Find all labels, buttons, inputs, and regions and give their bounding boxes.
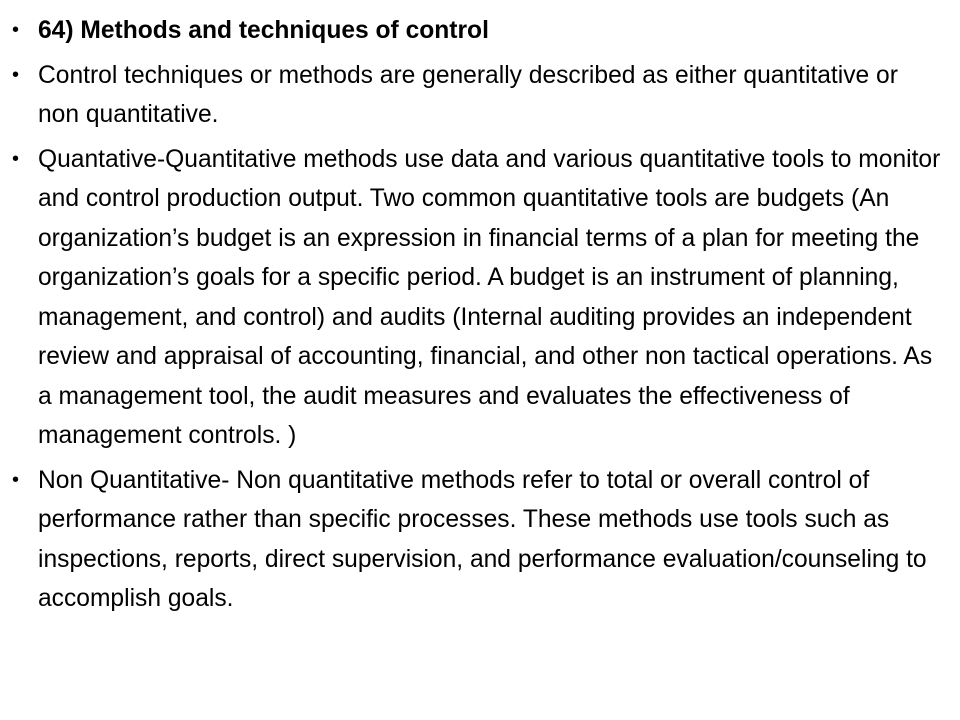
- bullet-text: Non Quantitative- Non quantitative methods refer to total or overall control of performance rather than specific processes. These methods use tools such as inspections, reports, direct supervision, and performance evaluation/counseling to accomplish goals.: [38, 466, 927, 612]
- bullet-icon: •: [12, 19, 20, 41]
- bullet-icon: •: [12, 468, 20, 491]
- bullet-item-heading: [12, 11, 942, 51]
- bullet-item-intro: [12, 56, 942, 135]
- slide-title: 64) Methods and techniques of control: [38, 17, 489, 44]
- bullet-text: Control techniques or methods are generally described as either quantitative or non quantitative.: [38, 61, 898, 128]
- bullet-icon: •: [12, 63, 20, 86]
- bullet-icon: •: [12, 147, 20, 170]
- bullet-text: Quantative-Quantitative methods use data and various quantitative tools to monitor and control production output. Two common quantitative tools are budgets (An organization’s budget is an expression in financial terms of a plan for meeting the organization’s goals for a specific period. A budget is an instrument of planning, management, and control) and audits (Internal auditing provides an independent review and appraisal of accounting, financial, and other non tactical operations. As a management tool, the audit measures and evaluates the effectiveness of management controls. ): [38, 145, 941, 449]
- bullet-list: [12, 11, 942, 619]
- bullet-item-non-quantitative: [12, 461, 942, 619]
- bullet-item-quantitative: [12, 140, 942, 456]
